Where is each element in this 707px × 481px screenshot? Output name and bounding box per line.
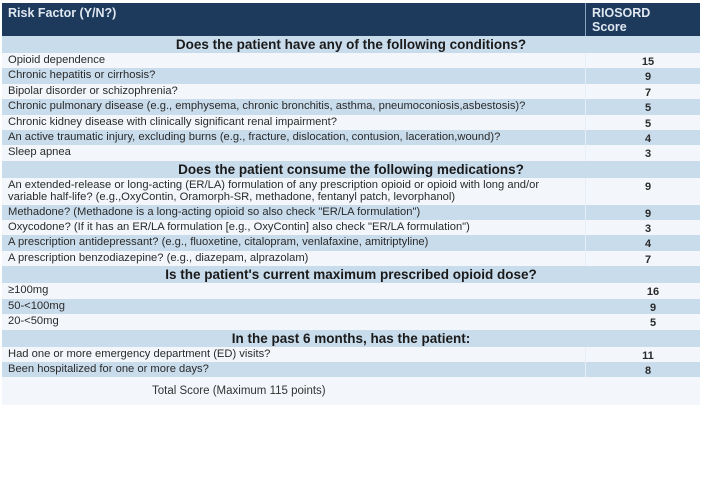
row-score: 15 <box>641 56 655 68</box>
row-score: 8 <box>644 364 652 377</box>
table-row <box>2 68 700 83</box>
score-header-line1: RIOSORD <box>592 6 651 20</box>
row-label: Methadone? (Methadone is a long-acting opioid so also check "ER/LA formulation") <box>2 205 586 220</box>
row-score: 3 <box>644 223 652 236</box>
row-score: 9 <box>649 301 657 314</box>
table-row <box>2 251 700 266</box>
row-score: 7 <box>644 253 652 266</box>
row-score: 11 <box>642 349 654 362</box>
row-label: Had one or more emergency department (ED) visits? <box>2 347 586 362</box>
row-score: 16 <box>646 286 660 299</box>
table-row <box>2 299 700 314</box>
row-label: A prescription antidepressant? (e.g., fluoxetine, citalopram, venlafaxine, amitriptyline) <box>2 235 586 250</box>
table-row <box>2 84 700 99</box>
row-label: ≥100mg <box>8 284 49 297</box>
row-label: Oxycodone? (If it has an ER/LA formulation [e.g., OxyContin] also check "ER/LA formulation") <box>2 220 586 235</box>
section-title-medications: Does the patient consume the following medications? <box>2 161 700 178</box>
row-label: Chronic hepatitis or cirrhosis? <box>2 68 586 83</box>
riosord-table <box>2 3 700 405</box>
row-score: 4 <box>644 133 652 146</box>
table-row <box>2 314 700 329</box>
risk-factor-header: Risk Factor (Y/N?) <box>2 3 586 36</box>
row-score: 5 <box>644 102 652 115</box>
row-label: 50-<100mg <box>8 299 65 312</box>
row-score: 5 <box>644 117 652 130</box>
row-score: 5 <box>649 317 657 330</box>
table-row <box>2 362 700 377</box>
table-row <box>2 220 700 235</box>
table-row <box>2 347 700 362</box>
score-header <box>586 3 700 36</box>
row-label: Chronic kidney disease with clinically significant renal impairment? <box>2 115 586 130</box>
row-label: Been hospitalized for one or more days? <box>2 362 586 377</box>
table-row <box>2 145 700 160</box>
table-row <box>2 115 700 130</box>
table-row <box>2 130 700 145</box>
row-score: 9 <box>644 207 652 220</box>
row-label: Sleep apnea <box>2 145 586 160</box>
table-header <box>2 3 700 36</box>
section-title-conditions: Does the patient have any of the following conditions? <box>2 36 700 53</box>
table-row <box>2 235 700 250</box>
table-row <box>2 205 700 220</box>
table-row <box>2 283 700 298</box>
row-label: Opioid dependence <box>2 53 586 68</box>
row-score: 7 <box>644 86 652 99</box>
row-score: 3 <box>644 148 652 161</box>
row-score: 4 <box>644 238 652 251</box>
row-label: A prescription benzodiazepine? (e.g., diazepam, alprazolam) <box>2 251 586 266</box>
row-label: Chronic pulmonary disease (e.g., emphysema, chronic bronchitis, asthma, pneumoconiosis,asbestosis)? <box>2 99 586 114</box>
row-label: An extended-release or long-acting (ER/LA) formulation of any prescription opioid or opioid with long and/or variable half-life? (e.g.,OxyContin, Oramorph-SR, methadone, fentanyl patch, levorphanol) <box>2 178 586 205</box>
section-title-past-6-months: In the past 6 months, has the patient: <box>2 330 700 347</box>
table-row <box>2 178 700 205</box>
total-score-row: Total Score (Maximum 115 points) <box>2 377 700 405</box>
row-score: 9 <box>644 71 652 84</box>
section-title-opioid-dose: Is the patient's current maximum prescribed opioid dose? <box>2 266 700 283</box>
row-label: Bipolar disorder or schizophrenia? <box>2 84 586 99</box>
table-row <box>2 99 700 114</box>
table-row <box>2 53 700 68</box>
row-score: 9 <box>644 180 652 193</box>
score-header-line2: Score <box>592 20 627 34</box>
row-label: 20-<50mg <box>8 315 59 328</box>
row-label: An active traumatic injury, excluding burns (e.g., fracture, dislocation, contusion, laceration,wound)? <box>2 130 586 145</box>
